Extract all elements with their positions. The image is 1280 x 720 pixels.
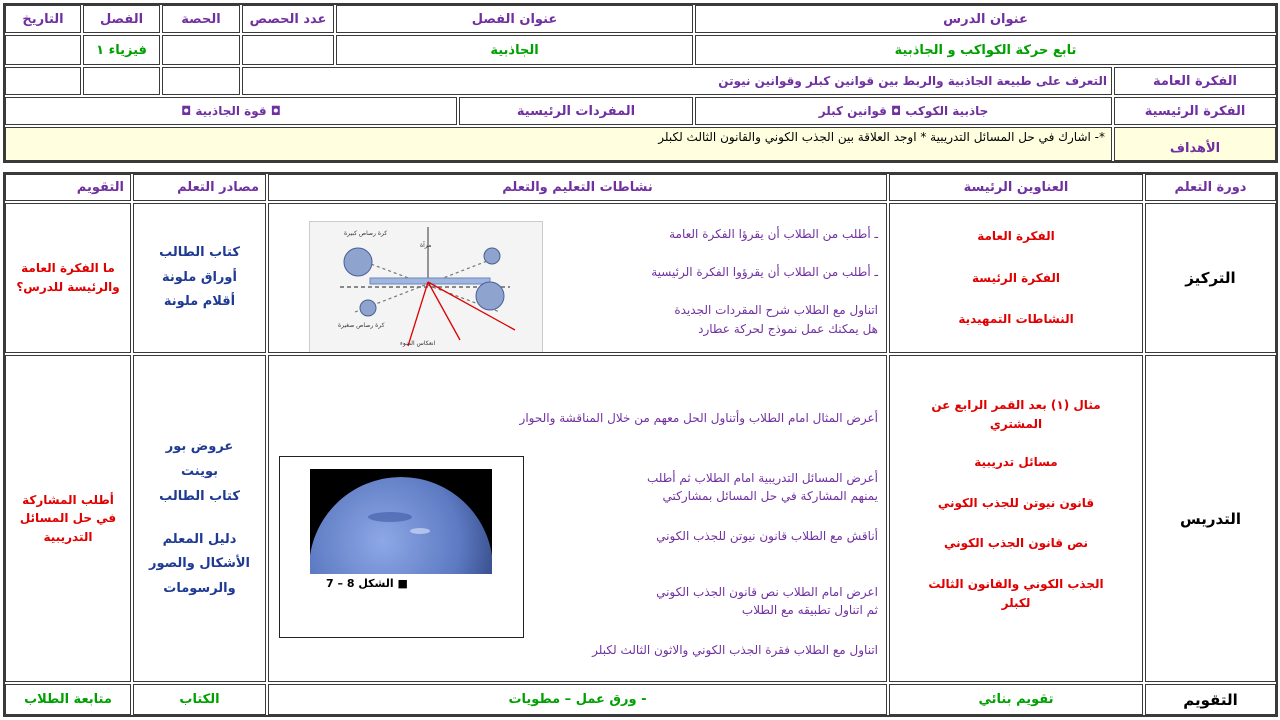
teach-activity-6: ثم اتناول تطبيقه مع الطلاب bbox=[741, 603, 878, 617]
main-idea-label: الفكرة الرئيسية bbox=[1114, 97, 1276, 125]
blank-cell bbox=[83, 67, 160, 95]
source-colored-pens: أقلام ملونة bbox=[163, 294, 236, 310]
teach-eval-line-3: التدريبية bbox=[43, 529, 93, 544]
focus-titles[interactable] bbox=[889, 203, 1143, 353]
teach-stage: التدريس bbox=[1145, 355, 1276, 682]
focus-activity-2: ـ أطلب من الطلاب أن يقرؤوا الفكرة الرئيسية bbox=[651, 265, 878, 279]
source-powerpoint-1: عروض بور bbox=[165, 439, 234, 455]
unit-title-label: عنوان الفصل bbox=[336, 5, 693, 33]
period-label: الحصة bbox=[162, 5, 240, 33]
neptune-figure bbox=[279, 456, 524, 638]
teach-sources[interactable] bbox=[133, 355, 266, 682]
vocab-label: المفردات الرئيسية bbox=[459, 97, 693, 125]
neptune-image bbox=[310, 469, 492, 574]
title-example-1: مثال (١) بعد القمر الرابع عن المشتري bbox=[931, 398, 1101, 431]
col-header-evaluation: التقويم bbox=[5, 174, 131, 201]
teach-evaluation[interactable] bbox=[5, 355, 131, 682]
title-main-idea: الفكرة الرئيسة bbox=[972, 270, 1060, 285]
lesson-title-label: عنوان الدرس bbox=[695, 5, 1276, 33]
title-kepler-third: الجذب الكوني والقانون الثالث لكبلر bbox=[928, 576, 1104, 610]
focus-evaluation[interactable] bbox=[5, 203, 131, 353]
date-label: التاريخ bbox=[5, 5, 81, 33]
col-header-activities: نشاطات التعليم والتعلم bbox=[268, 174, 887, 201]
neptune-svg bbox=[310, 469, 492, 574]
general-idea-text[interactable]: التعرف على طبيعة الجاذبية والربط بين قوانين كبلر وقوانين نيوتن bbox=[242, 67, 1112, 95]
objectives-text[interactable] bbox=[5, 127, 1112, 161]
objectives-line: *- اشارك في حل المسائل التدريبية * اوجد العلاقة بين الجذب الكوني والقانون الثالث لكبلر bbox=[658, 130, 1105, 144]
label-small-mass: كرة رصاص صغيرة bbox=[338, 322, 385, 329]
focus-activity-1: ـ أطلب من الطلاب أن يقرؤا الفكرة العامة bbox=[669, 227, 878, 241]
count-value[interactable] bbox=[242, 35, 334, 65]
teach-eval-line-2: في حل المسائل bbox=[19, 511, 117, 526]
teach-activity-4: أناقش مع الطلاب قانون نيوتن للجذب الكوني bbox=[656, 529, 878, 543]
source-student-book: كتاب الطالب bbox=[159, 244, 240, 260]
lesson-title-value[interactable]: تابع حركة الكواكب و الجاذبية bbox=[695, 35, 1276, 65]
date-value[interactable] bbox=[5, 35, 81, 65]
title-general-idea: الفكرة العامة bbox=[977, 229, 1055, 244]
focus-activity-4: هل يمكنك عمل نموذج لحركة عطارد bbox=[698, 322, 878, 336]
col-header-stage: دورة التعلم bbox=[1145, 174, 1276, 201]
assessment-evaluation[interactable]: متابعة الطلاب bbox=[5, 684, 131, 715]
teach-activity-1: أعرض المثال امام الطلاب وأتناول الحل معهم من خلال المناقشة والحوار bbox=[519, 411, 878, 425]
objectives-label: الأهداف bbox=[1114, 127, 1276, 161]
teach-activity-5: اعرض امام الطلاب نص قانون الجذب الكوني bbox=[656, 585, 878, 599]
main-idea-text[interactable]: جاذبية الكوكب ◘ قوانين كبلر bbox=[695, 97, 1112, 125]
unit-title-value[interactable]: الجاذبية bbox=[336, 35, 693, 65]
col-header-sources: مصادر التعلم bbox=[133, 174, 266, 201]
class-value[interactable]: فيزياء ١ bbox=[83, 35, 160, 65]
title-gravitation-statement: نص قانون الجذب الكوني bbox=[943, 536, 1089, 551]
source-figures: الأشكال والصور bbox=[148, 556, 251, 572]
label-large-mass: كرة رصاص كبيرة bbox=[344, 230, 388, 237]
vocab-text[interactable]: ◘ قوة الجاذبية ◘ bbox=[5, 97, 457, 125]
teach-activity-3: يمنهم المشاركة في حل المسائل بمشاركتي bbox=[662, 489, 878, 503]
teach-activity-2: أعرض المسائل التدريبية امام الطلاب ثم أطلب bbox=[646, 471, 878, 485]
teach-activities[interactable] bbox=[268, 355, 887, 682]
label-mirror: مرآة bbox=[420, 242, 432, 249]
class-label: الفصل bbox=[83, 5, 160, 33]
blank-cell bbox=[5, 67, 81, 95]
teach-eval-line-1: أطلب المشاركة bbox=[22, 492, 114, 507]
source-teacher-guide: دليل المعلم bbox=[162, 531, 237, 547]
assessment-sources[interactable]: الكتاب bbox=[133, 684, 266, 715]
count-label: عدد الحصص bbox=[242, 5, 334, 33]
focus-eval-line-2: والرئيسة للدرس؟ bbox=[16, 280, 120, 294]
title-practice-problems: مسائل تدريبية bbox=[974, 455, 1058, 470]
source-colored-papers: أوراق ملونة bbox=[162, 269, 237, 285]
figure-caption: ■ الشكل 8 – 7 bbox=[326, 577, 408, 590]
torsion-balance-diagram bbox=[309, 221, 543, 353]
focus-sources[interactable] bbox=[133, 203, 266, 353]
col-header-titles: العناوين الرئيسة bbox=[889, 174, 1143, 201]
focus-eval-line-1: ما الفكرة العامة bbox=[21, 261, 115, 276]
title-intro-activities: النشاطات التمهيدية bbox=[958, 312, 1074, 327]
source-student-book: كتاب الطالب bbox=[159, 488, 240, 504]
general-idea-label: الفكرة العامة bbox=[1114, 67, 1276, 95]
blank-cell bbox=[162, 67, 240, 95]
teach-activity-7: اتناول مع الطلاب فقرة الجذب الكوني والاثون الثالث لكبلر bbox=[592, 643, 878, 657]
focus-activities[interactable] bbox=[268, 203, 887, 353]
focus-activity-3: اتناول مع الطلاب شرح المقردات الجديدة bbox=[674, 303, 878, 317]
assessment-stage: التقويم bbox=[1145, 684, 1276, 715]
title-newton-law: قانون نيوتن للجذب الكوني bbox=[937, 495, 1095, 510]
period-value[interactable] bbox=[162, 35, 240, 65]
teach-titles[interactable] bbox=[889, 355, 1143, 682]
label-light-reflection: انعكاس الضوء bbox=[400, 340, 436, 347]
source-powerpoint-2: بوينت bbox=[181, 464, 218, 480]
assessment-titles[interactable]: تقويم بنائي bbox=[889, 684, 1143, 715]
assessment-activities[interactable]: - ورق عمل – مطويات bbox=[268, 684, 887, 715]
focus-stage: التركيز bbox=[1145, 203, 1276, 353]
source-drawings: والرسومات bbox=[163, 580, 236, 596]
